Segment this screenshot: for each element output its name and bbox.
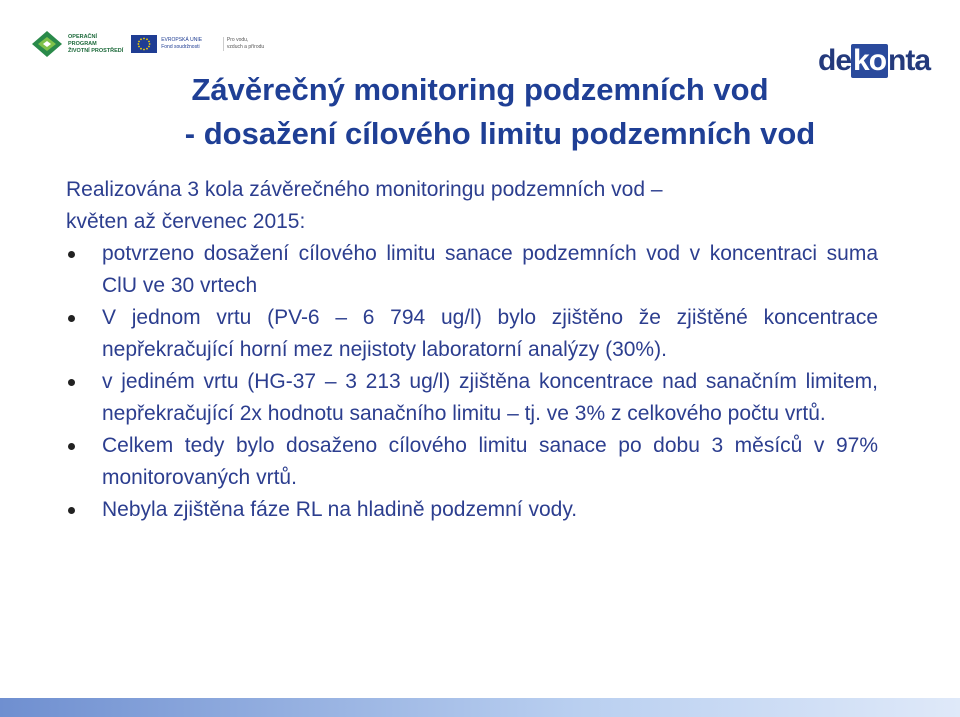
dekonta-logo-part-3: nta [888,44,931,77]
list-item-text: v jediném vrtu (HG-37 – 3 213 ug/l) zjištěna koncentrace nad sanačním limitem, nepřekračující 2x hodnotu sanačního limitu – tj. ve 3% z celkového počtu vrtů. [102,370,878,425]
intro-line-1: Realizována 3 kola závěrečného monitoringu podzemních vod – [66,178,663,201]
op-diamond-icon [30,29,64,59]
bullet-icon [68,251,75,258]
eu-logo-text-1: EVROPSKÁ UNIE [161,37,203,43]
page-title [0,68,960,156]
bullet-icon [68,315,75,322]
env-logo [223,37,265,51]
title-line-2: - dosažení cílového limitu podzemních vod [184,116,816,151]
footer-bar [0,698,960,717]
list-item [66,238,878,302]
dekonta-logo-part-2: ko [853,44,887,77]
env-logo-text-1: Pro vodu, [226,37,249,43]
bullet-icon [68,507,75,514]
list-item [66,494,878,526]
list-item-text: V jednom vrtu (PV-6 – 6 794 ug/l) bylo zjištěno že zjištěné koncentrace nepřekračující horní mez nejistoty laboratorní analýzy (30%). [102,306,878,361]
eu-flag-icon [131,35,157,53]
env-logo-text-2: vzduch a přírodu [226,44,265,50]
intro-line-2: květen až červenec 2015: [66,210,306,233]
intro-paragraph [66,174,878,238]
bullet-icon [68,379,75,386]
op-logo-text-1: OPERAČNÍ PROGRAM [68,33,98,47]
list-item-text: potvrzeno dosažení cílového limitu sanace podzemních vod v koncentraci suma ClU ve 30 vrtech [102,242,878,297]
eu-logo-text-2: Fond soudržnosti [161,44,200,50]
partner-logos [30,22,265,66]
list-item [66,302,878,366]
dekonta-logo-part-1: de [818,44,852,77]
bullet-list [66,238,878,526]
list-item-text: Celkem tedy bylo dosaženo cílového limitu sanace po dobu 3 měsíců v 97% monitorovaných vrtů. [102,434,878,489]
bullet-icon [68,443,75,450]
op-zp-logo [30,29,125,59]
title-line-1: Závěrečný monitoring podzemních vod [191,72,769,107]
list-item-text: Nebyla zjištěna fáze RL na hladině podzemní vody. [102,498,578,521]
list-item [66,430,878,494]
content-body [66,174,878,526]
eu-logo [131,35,217,53]
list-item [66,366,878,430]
op-logo-text-2: ŽIVOTNÍ PROSTŘEDÍ [68,47,124,54]
